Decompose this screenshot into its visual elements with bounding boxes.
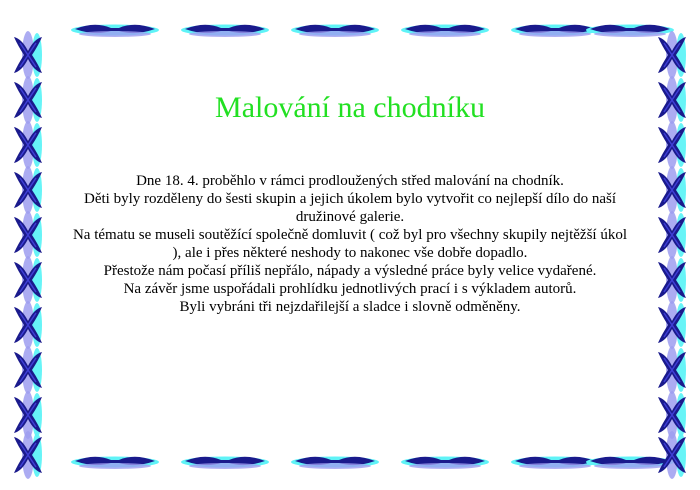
page-title: Malování na chodníku [215, 91, 485, 124]
paragraph-1: Dne 18. 4. proběhlo v rámci prodloužených střed malování na chodník. [136, 173, 564, 189]
paragraph-3: Na tématu se museli soutěžící společně domluvit ( což byl pro všechny skupily nejtěžší úkol ), ale i přes některé neshody to nakonec vše dobře dopadlo. [72, 227, 628, 261]
paragraph-5: Na závěr jsme uspořádali prohlídku jednotlivých prací i s výkladem autorů. [123, 281, 577, 297]
top-border [71, 25, 674, 38]
bottom-border [71, 457, 674, 470]
paragraph-6: Byli vybráni tři nejzdařilejší a sladce i slovně odměněny. [179, 299, 521, 315]
paragraph-4: Přestože nám počasí příliš nepřálo, nápady a výsledné práce byly velice vydařené. [103, 263, 597, 279]
paragraph-2: Děti byly rozděleny do šesti skupin a jejich úkolem bylo vytvořit co nejlepší dílo do naší družinové galerie. [84, 191, 616, 225]
article [70, 60, 630, 430]
article-body [70, 172, 630, 316]
left-border [14, 31, 42, 479]
right-border [658, 31, 686, 479]
